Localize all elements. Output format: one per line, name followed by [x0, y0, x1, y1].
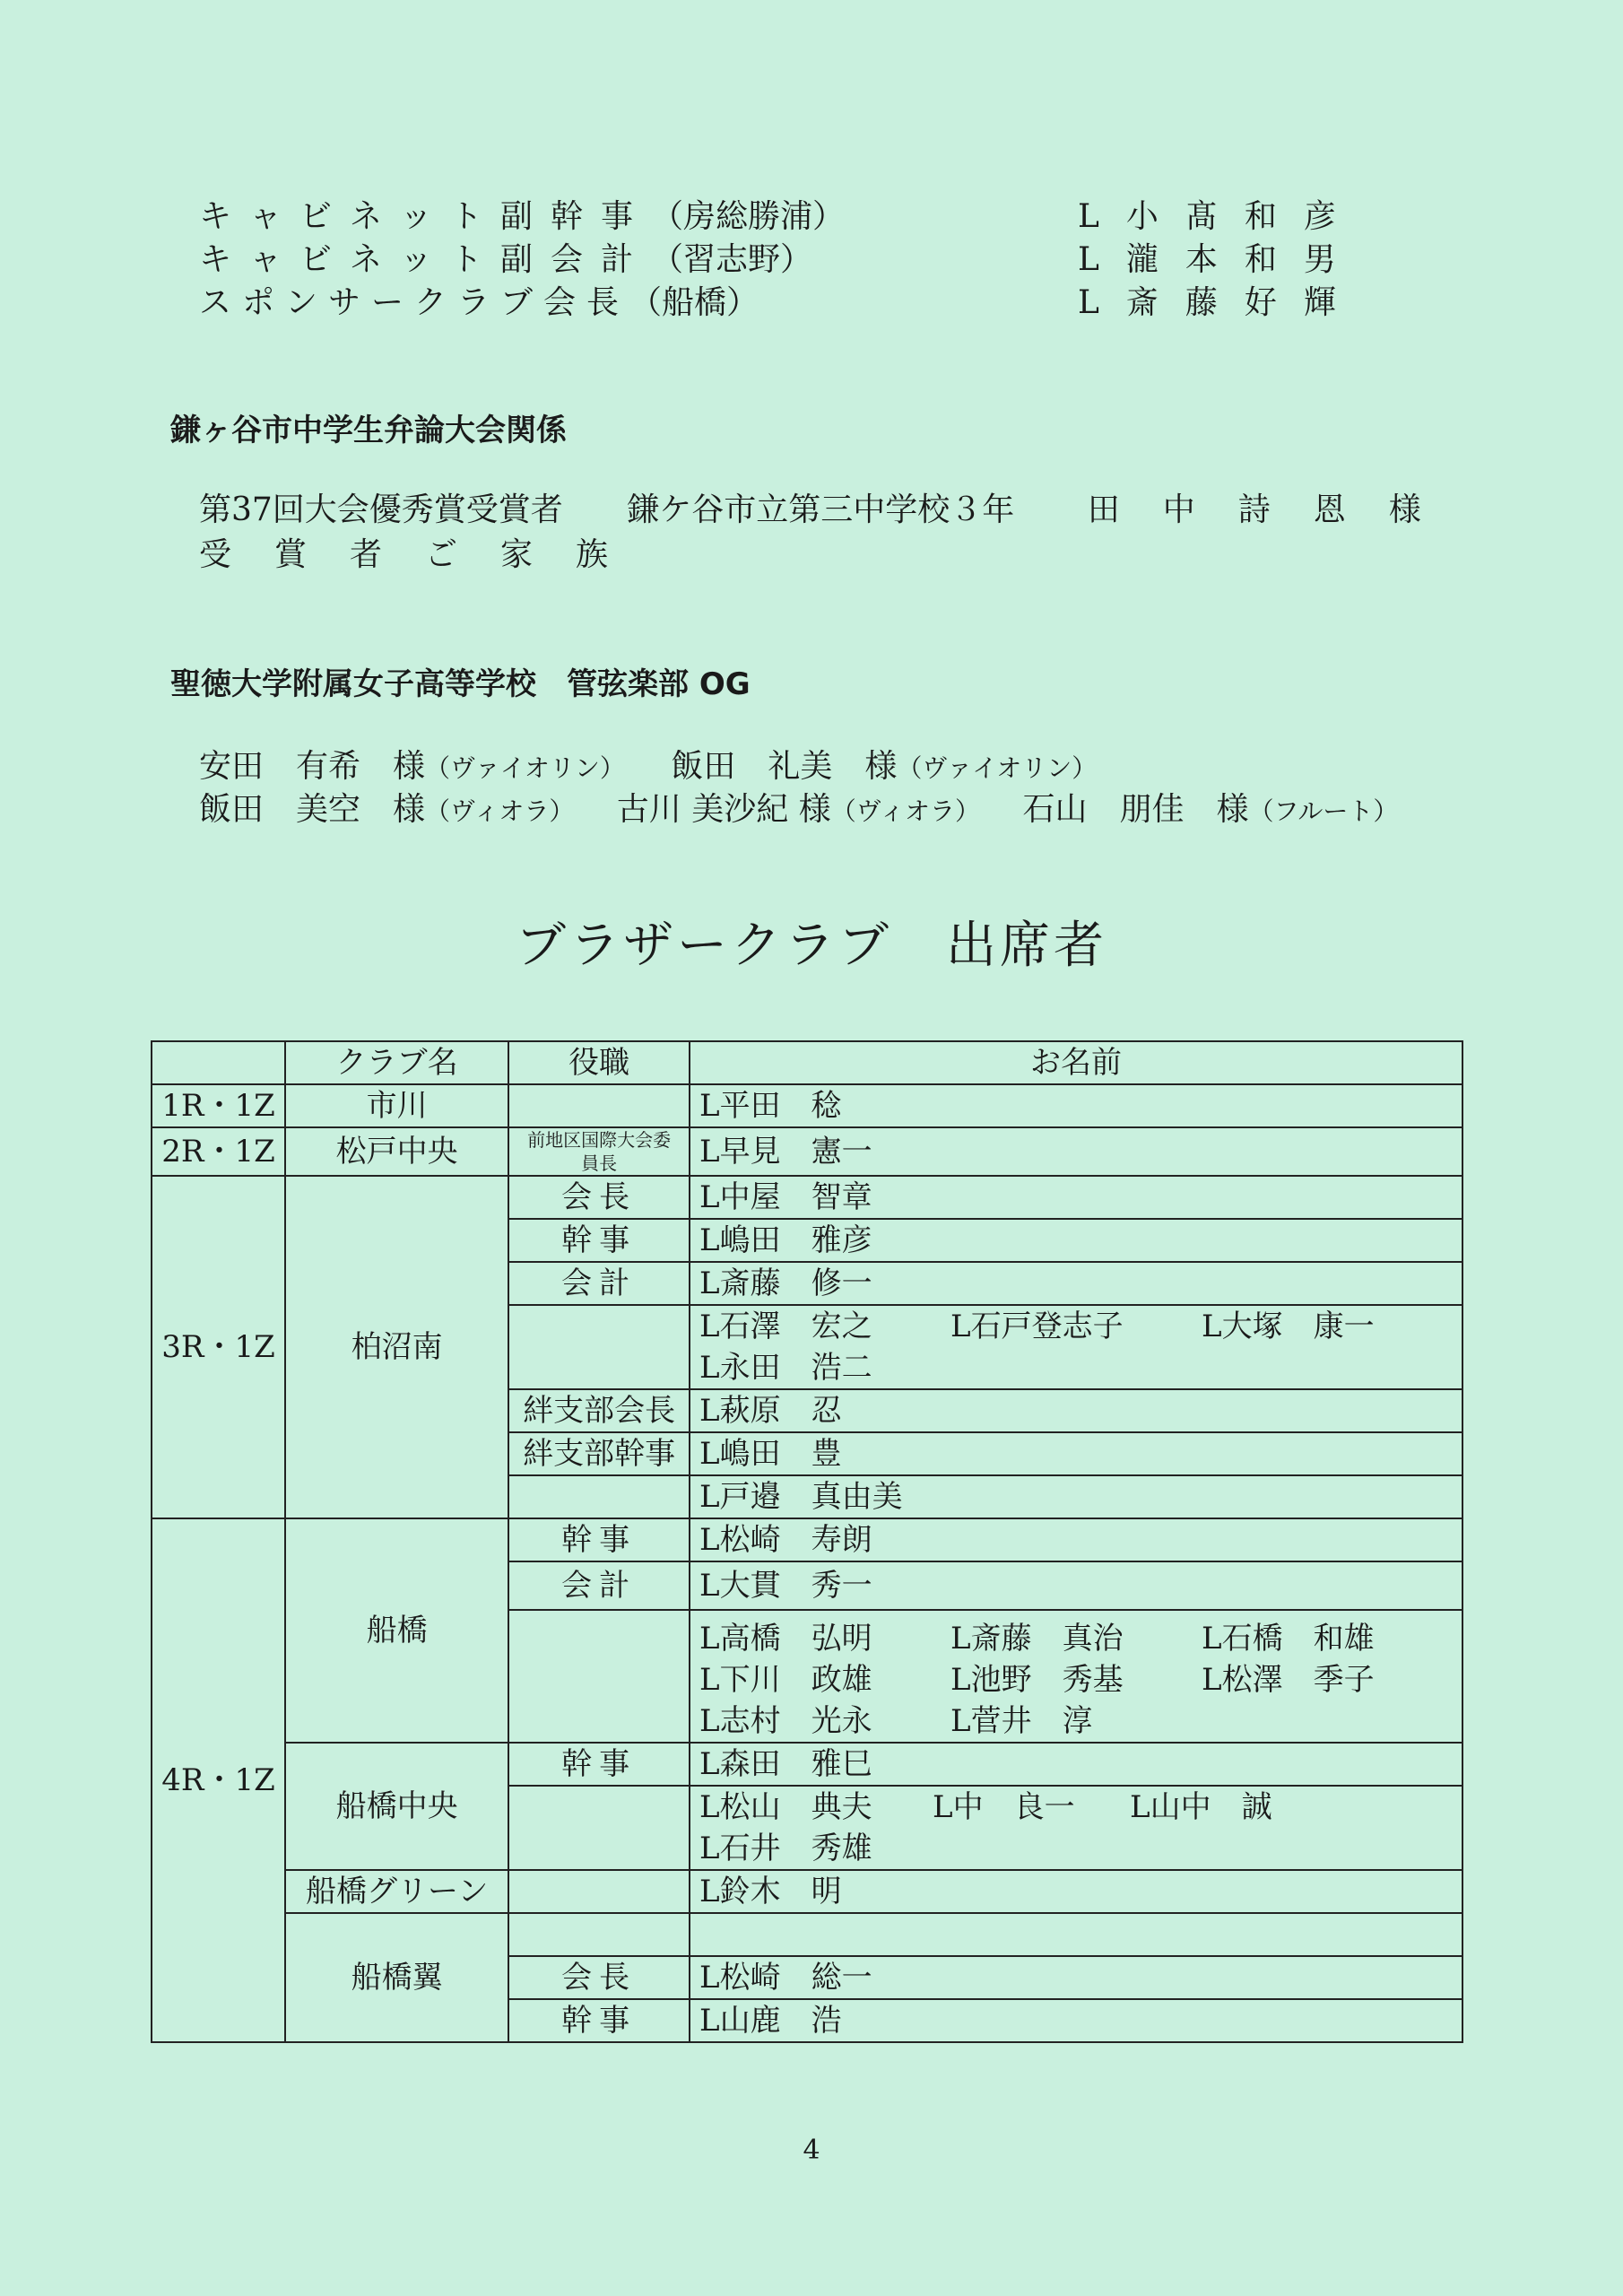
officer-role: キャビネット副幹事: [199, 198, 652, 235]
name-cell: L斎藤 修一: [690, 1262, 1462, 1305]
club-cell: 船橋グリーン: [285, 1870, 508, 1913]
brother-club-table: [151, 1040, 1463, 2043]
seitoku-members-line-2: [199, 784, 1398, 830]
speech-school: 鎌ケ谷市立第三中学校３年: [627, 491, 1015, 528]
table-row: [152, 1518, 1462, 1561]
officer-place: （習志野）: [651, 241, 813, 278]
table-row: [152, 1176, 1462, 1219]
table-row: [152, 1870, 1462, 1913]
zone-cell: 1R・1Z: [152, 1084, 285, 1127]
role-cell: 前地区国際大会委員長: [508, 1127, 690, 1176]
page-number: 4: [803, 2135, 820, 2166]
club-cell: 船橋中央: [285, 1743, 508, 1870]
name-cell: L平田 稔: [690, 1084, 1462, 1127]
role-cell: [508, 1305, 690, 1389]
name-cell: [690, 1659, 1462, 1700]
brother-club-title: ブラザークラブ 出席者: [516, 917, 1107, 975]
role-cell: [508, 1913, 690, 1956]
name-cell: L中屋 智章: [690, 1176, 1462, 1219]
role-cell: 会計: [508, 1262, 690, 1305]
officer-name: L小髙和彦: [1078, 198, 1363, 235]
member-name: L松山 典夫: [699, 1789, 872, 1825]
officer-role: キャビネット副会計: [199, 241, 652, 278]
header-name: お名前: [690, 1041, 1462, 1084]
name-cell: [690, 1913, 1462, 1956]
member-name: L松澤 季子: [1202, 1662, 1375, 1698]
role-cell: 会長: [508, 1176, 690, 1219]
member-name: 安田 有希 様: [199, 748, 426, 785]
member-instrument: （ヴァイオリン）: [897, 753, 1098, 783]
role-cell: 会計: [508, 1561, 690, 1610]
table-header-row: [152, 1041, 1462, 1084]
officer-name: L瀧本和男: [1078, 241, 1363, 278]
member-name: L石澤 宏之: [699, 1309, 872, 1344]
role-cell: 絆支部会長: [508, 1389, 690, 1432]
name-cell: L戸邉 真由美: [690, 1475, 1462, 1518]
name-cell: L嶋田 豊: [690, 1432, 1462, 1475]
name-cell: L鈴木 明: [690, 1870, 1462, 1913]
member-name: L永田 浩二: [699, 1350, 872, 1386]
role-cell: 会長: [508, 1956, 690, 1999]
member-name: L石戸登志子: [950, 1309, 1124, 1344]
club-cell: 市川: [285, 1084, 508, 1127]
member-name: 古川 美沙紀 様: [616, 791, 831, 828]
member-name: L志村 光永: [699, 1703, 872, 1739]
speech-section-title: 鎌ヶ谷市中学生弁論大会関係: [170, 413, 567, 448]
member-name: L石橋 和雄: [1202, 1621, 1375, 1657]
seitoku-members-line-1: [199, 741, 1097, 787]
role-cell: [508, 1475, 690, 1518]
role-cell: 絆支部幹事: [508, 1432, 690, 1475]
club-cell: 船橋翼: [285, 1913, 508, 2042]
member-name: L石井 秀雄: [699, 1831, 872, 1866]
role-cell: [508, 1084, 690, 1127]
name-cell: L森田 雅巳: [690, 1743, 1462, 1786]
member-name: L高橋 弘明: [699, 1621, 872, 1657]
member-instrument: （フルート）: [1248, 796, 1399, 826]
speech-family-line: 受 賞 者 ご 家 族: [199, 536, 614, 573]
table-row: [152, 1743, 1462, 1786]
speech-award: 第37回大会優秀賞受賞者: [199, 491, 563, 528]
role-cell: [508, 1786, 690, 1870]
club-cell: 松戸中央: [285, 1127, 508, 1176]
role-cell: [508, 1610, 690, 1743]
header-role: 役職: [508, 1041, 690, 1084]
name-cell: [690, 1828, 1462, 1870]
table-row: [152, 1913, 1462, 1956]
role-cell: [508, 1870, 690, 1913]
member-name: L斎藤 真治: [950, 1621, 1124, 1657]
member-instrument: （ヴィオラ）: [425, 796, 575, 826]
zone-cell: 3R・1Z: [152, 1176, 285, 1518]
officer-role: スポンサークラブ会長: [199, 284, 630, 321]
header-zone: [152, 1041, 285, 1084]
name-cell: L大貫 秀一: [690, 1561, 1462, 1610]
name-cell: L山鹿 浩: [690, 1999, 1462, 2042]
header-club: クラブ名: [285, 1041, 508, 1084]
speech-award-line: [199, 484, 1427, 530]
role-cell: 幹事: [508, 1518, 690, 1561]
name-cell: [690, 1610, 1462, 1659]
zone-cell: 2R・1Z: [152, 1127, 285, 1176]
speech-winner-name: 田 中 詩 恩 様: [1087, 491, 1427, 528]
officer-place: （房総勝浦）: [651, 198, 846, 235]
table-row: [152, 1127, 1462, 1176]
seitoku-section-title: 聖徳大学附属女子高等学校 管弦楽部 OG: [170, 666, 751, 702]
member-name: 飯田 礼美 様: [671, 748, 898, 785]
club-cell: 柏沼南: [285, 1176, 508, 1518]
member-name: L大塚 康一: [1202, 1309, 1375, 1344]
member-instrument: （ヴィオラ）: [830, 796, 981, 826]
name-cell: [690, 1347, 1462, 1389]
member-name: L池野 秀基: [950, 1662, 1124, 1698]
member-name: L下川 政雄: [699, 1662, 872, 1698]
name-cell: [690, 1305, 1462, 1347]
name-cell: L松崎 寿朗: [690, 1518, 1462, 1561]
zone-cell: 4R・1Z: [152, 1518, 285, 2042]
name-cell: L萩原 忍: [690, 1389, 1462, 1432]
member-name: L菅井 淳: [950, 1703, 1093, 1739]
role-cell: 幹事: [508, 1743, 690, 1786]
member-instrument: （ヴァイオリン）: [425, 753, 625, 783]
club-cell: 船橋: [285, 1518, 508, 1743]
officer-place: （船橋）: [629, 284, 759, 321]
name-cell: L松崎 総一: [690, 1956, 1462, 1999]
name-cell: L嶋田 雅彦: [690, 1219, 1462, 1262]
member-name: 飯田 美空 様: [199, 791, 426, 828]
name-cell: [690, 1700, 1462, 1743]
officer-name: L斎藤好輝: [1078, 284, 1363, 321]
member-name: 石山 朋佳 様: [1022, 791, 1249, 828]
role-cell: 幹事: [508, 1219, 690, 1262]
name-cell: L早見 憲一: [690, 1127, 1462, 1176]
name-cell: [690, 1786, 1462, 1828]
table-row: [152, 1084, 1462, 1127]
member-name: L中 良一: [933, 1789, 1075, 1825]
member-name: L山中 誠: [1130, 1789, 1272, 1825]
role-cell: 幹事: [508, 1999, 690, 2042]
